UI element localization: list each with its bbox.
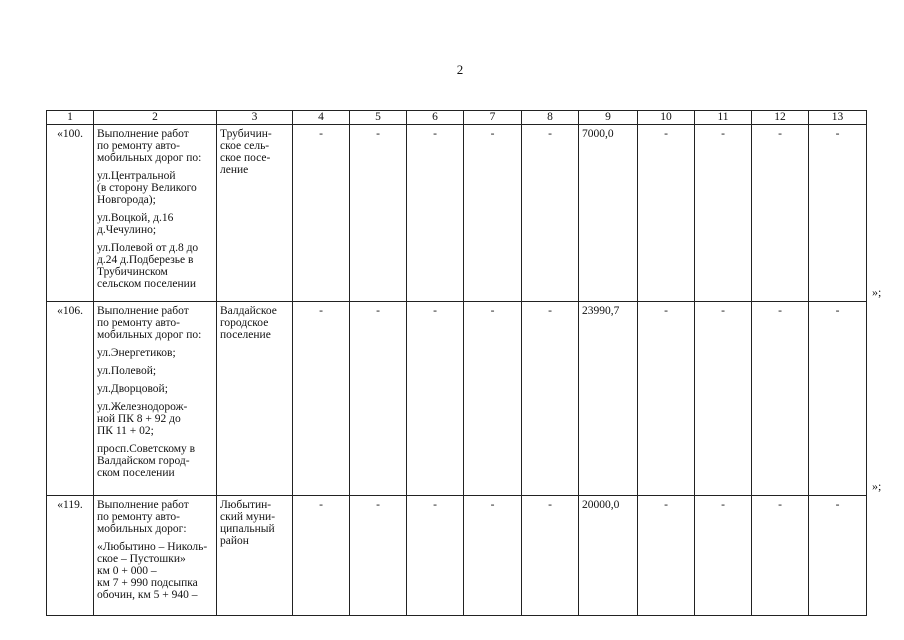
text-line: поселение [220,329,271,341]
column-header: 2 [94,111,217,125]
text-line: городское [220,317,269,329]
text-line: мобильных дорог по: [97,152,202,164]
row-end-mark: »; [872,479,882,493]
row-number: «119. [47,496,94,616]
text-line: ципальный [220,523,275,535]
text-line: д.Чечулино; [97,224,157,236]
dash-cell: - [809,125,867,302]
text-line: мобильных дорог: [97,523,187,535]
text-line: ул.Энергетиков; [97,347,176,359]
work-item [97,541,213,601]
dash-cell: - [464,302,522,496]
text-line: Выполнение работ [97,305,189,317]
work-item [97,128,213,164]
column-header: 5 [350,111,407,125]
dash-cell: - [407,496,464,616]
text-line: Валдайском город- [97,455,190,467]
column-header: 1 [47,111,94,125]
work-item [97,443,213,479]
text-line: по ремонту авто- [97,317,181,329]
dash-cell: - [695,125,752,302]
text-line: ул.Полевой от д.8 до [97,242,199,254]
text-line: Любытин- [220,499,272,511]
dash-cell: - [638,496,695,616]
dash-cell: - [293,125,350,302]
dash-cell: - [809,302,867,496]
work-item [97,347,213,359]
municipality [217,125,293,302]
text-line: ский муни- [220,511,276,523]
amount-cell: 23990,7 [579,302,638,496]
dash-cell: - [809,496,867,616]
works-table [46,110,867,616]
text-line: д.24 д.Подберезье в [97,254,194,266]
dash-cell: - [293,496,350,616]
work-item [97,305,213,341]
page-number: 2 [456,62,464,77]
table-row [47,125,867,302]
work-description [94,302,217,496]
text-line: ул.Дворцовой; [97,383,168,395]
dash-cell: - [695,496,752,616]
text-line: «Любытино – Николь- [97,541,208,553]
text-line: ной ПК 8 + 92 до [97,413,181,425]
text-line: обочин, км 5 + 940 – [97,589,198,601]
dash-cell: - [522,302,579,496]
column-header: 13 [809,111,867,125]
dash-cell: - [350,302,407,496]
text-line: ул.Воцкой, д.16 [97,212,174,224]
amount-cell: 20000,0 [579,496,638,616]
text-line: Трубичин- [220,128,272,140]
dash-cell: - [407,125,464,302]
work-item [97,499,213,535]
text-line: Выполнение работ [97,128,189,140]
text-line: ское сель- [220,140,270,152]
dash-cell: - [350,125,407,302]
work-item [97,212,213,236]
text-line: км 0 + 000 – [97,565,157,577]
dash-cell: - [522,125,579,302]
work-item [97,365,213,377]
dash-cell: - [464,125,522,302]
column-header: 12 [752,111,809,125]
dash-cell: - [293,302,350,496]
table-row [47,496,867,616]
header-row [47,111,867,125]
dash-cell: - [350,496,407,616]
text-line: мобильных дорог по: [97,329,202,341]
text-line: по ремонту авто- [97,511,181,523]
text-line: ское посе- [220,152,271,164]
text-line: ском поселении [97,467,175,479]
work-item [97,383,213,395]
text-line: Валдайское [220,305,277,317]
column-header: 7 [464,111,522,125]
text-line: км 7 + 990 подсыпка [97,577,198,589]
dash-cell: - [752,125,809,302]
dash-cell: - [752,302,809,496]
text-line: ул.Центральной [97,170,176,182]
text-line: район [220,535,249,547]
amount-cell: 7000,0 [579,125,638,302]
work-description [94,125,217,302]
text-line: Выполнение работ [97,499,189,511]
row-number: «106. [47,302,94,496]
dash-cell: - [638,302,695,496]
dash-cell: - [522,496,579,616]
column-header: 3 [217,111,293,125]
text-line: ление [220,164,249,176]
work-item [97,170,213,206]
text-line: ПК 11 + 02; [97,425,154,437]
column-header: 8 [522,111,579,125]
dash-cell: - [752,496,809,616]
dash-cell: - [638,125,695,302]
row-number: «100. [47,125,94,302]
column-header: 6 [407,111,464,125]
text-line: просп.Советскому в [97,443,196,455]
row-end-mark: »; [872,285,882,299]
text-line: (в сторону Великого [97,182,197,194]
column-header: 10 [638,111,695,125]
column-header: 9 [579,111,638,125]
text-line: Трубичинском [97,266,168,278]
dash-cell: - [695,302,752,496]
table-row [47,302,867,496]
text-line: по ремонту авто- [97,140,181,152]
text-line: Новгорода); [97,194,156,206]
text-line: сельском поселении [97,278,196,290]
dash-cell: - [464,496,522,616]
work-description [94,496,217,616]
municipality [217,302,293,496]
text-line: ул.Железнодорож- [97,401,188,413]
municipality [217,496,293,616]
column-header: 11 [695,111,752,125]
work-item [97,242,213,290]
text-line: ул.Полевой; [97,365,157,377]
dash-cell: - [407,302,464,496]
work-item [97,401,213,437]
text-line: ское – Пустошки» [97,553,186,565]
column-header: 4 [293,111,350,125]
